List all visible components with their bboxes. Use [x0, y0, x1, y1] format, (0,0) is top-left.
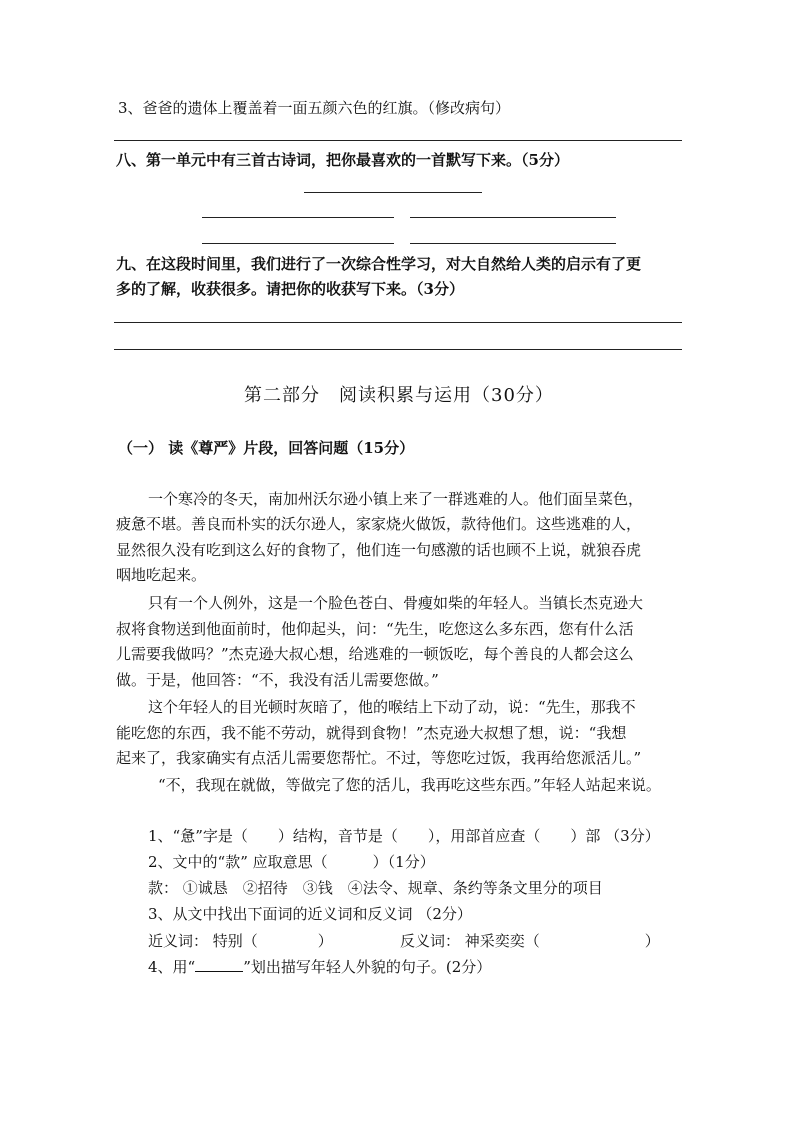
answer-line	[114, 140, 682, 141]
question-4	[148, 957, 491, 977]
passage-line: 一个寒冷的冬天，南加州沃尔逊小镇上来了一群逃难的人。他们面呈菜色，	[148, 490, 644, 508]
passage-line: 起来了，我家确实有点活儿需要您帮忙。不过，等您吃过饭，我再给您派活儿。”	[116, 749, 642, 767]
question-3-revise-sentence: 3、爸爸的遗体上覆盖着一面五颜六色的红旗。（修改病句）	[118, 99, 511, 117]
poem-line-1-right	[410, 217, 616, 218]
question-3: 3、从文中找出下面词的近义词和反义词 （2分）	[148, 905, 472, 923]
passage-line: 只有一个人例外，这是一个脸色苍白、骨瘦如柴的年轻人。当镇长杰克逊大	[148, 594, 644, 612]
question-1: 1、“惫”字是（ ）结构，音节是（ ），用部首应查（ ）部 （3分）	[148, 827, 660, 845]
passage-line: 儿需要我做吗？”杰克逊大叔心想，给逃难的一顿饭吃，每个善良的人都会这么	[116, 645, 634, 663]
answer-line	[114, 322, 682, 323]
question-2-options: 款： ①诚恳 ②招待 ③钱 ④法令、规章、条约等条文里分的项目	[148, 879, 603, 897]
answer-line	[114, 349, 682, 350]
poem-line-2-left	[202, 243, 394, 244]
passage-line: 叔将食物送到他面前时，他仰起头，问：“先生，吃您这么多东西，您有什么活	[116, 620, 634, 638]
passage-line: 做。于是，他回答：“不，我没有活儿需要您做。”	[116, 671, 439, 689]
question-4-suffix: ”划出描写年轻人外貌的句子。(2分）	[243, 958, 492, 976]
synonym-prompt: 近义词： 特别（ ）	[148, 932, 333, 950]
passage-line: 显然很久没有吃到这么好的食物了，他们连一句感激的话也顾不上说，就狼吞虎	[116, 541, 642, 559]
passage-line: 能吃您的东西，我不能不劳动，就得到食物！”杰克逊大叔想了想，说：“我想	[116, 724, 627, 742]
question-9-line-2: 多的了解，收获很多。请把你的收获写下来。（3分）	[116, 280, 464, 298]
antonym-prompt: 反义词： 神采奕奕（ ）	[400, 932, 660, 950]
poem-title-line	[304, 192, 482, 193]
passage-line: “不，我现在就做，等做完了您的活儿，我再吃这些东西。”年轻人站起来说。	[158, 776, 661, 794]
passage-line: 这个年轻人的目光顿时灰暗了，他的喉结上下动了动，说：“先生，那我不	[148, 698, 636, 716]
poem-line-2-right	[410, 243, 616, 244]
passage-line: 疲惫不堪。善良而朴实的沃尔逊人，家家烧火做饭，款待他们。这些逃难的人，	[116, 515, 642, 533]
underline-blank	[195, 957, 243, 972]
question-4-prefix: 4、用“	[148, 958, 196, 976]
poem-line-1-left	[202, 217, 394, 218]
passage-line: 咽地吃起来。	[116, 566, 207, 584]
part-2-title: 第二部分 阅读积累与运用（30分）	[244, 385, 554, 406]
question-2: 2、文中的“款” 应取意思（ ）（1分）	[148, 853, 435, 871]
question-9-line-1: 九、在这段时间里，我们进行了一次综合性学习，对大自然给人类的启示有了更	[116, 255, 642, 273]
section-1-title: （一） 读《尊严》片段，回答问题（15分）	[118, 439, 415, 457]
question-8: 八、第一单元中有三首古诗词，把你最喜欢的一首默写下来。（5分）	[116, 151, 569, 169]
